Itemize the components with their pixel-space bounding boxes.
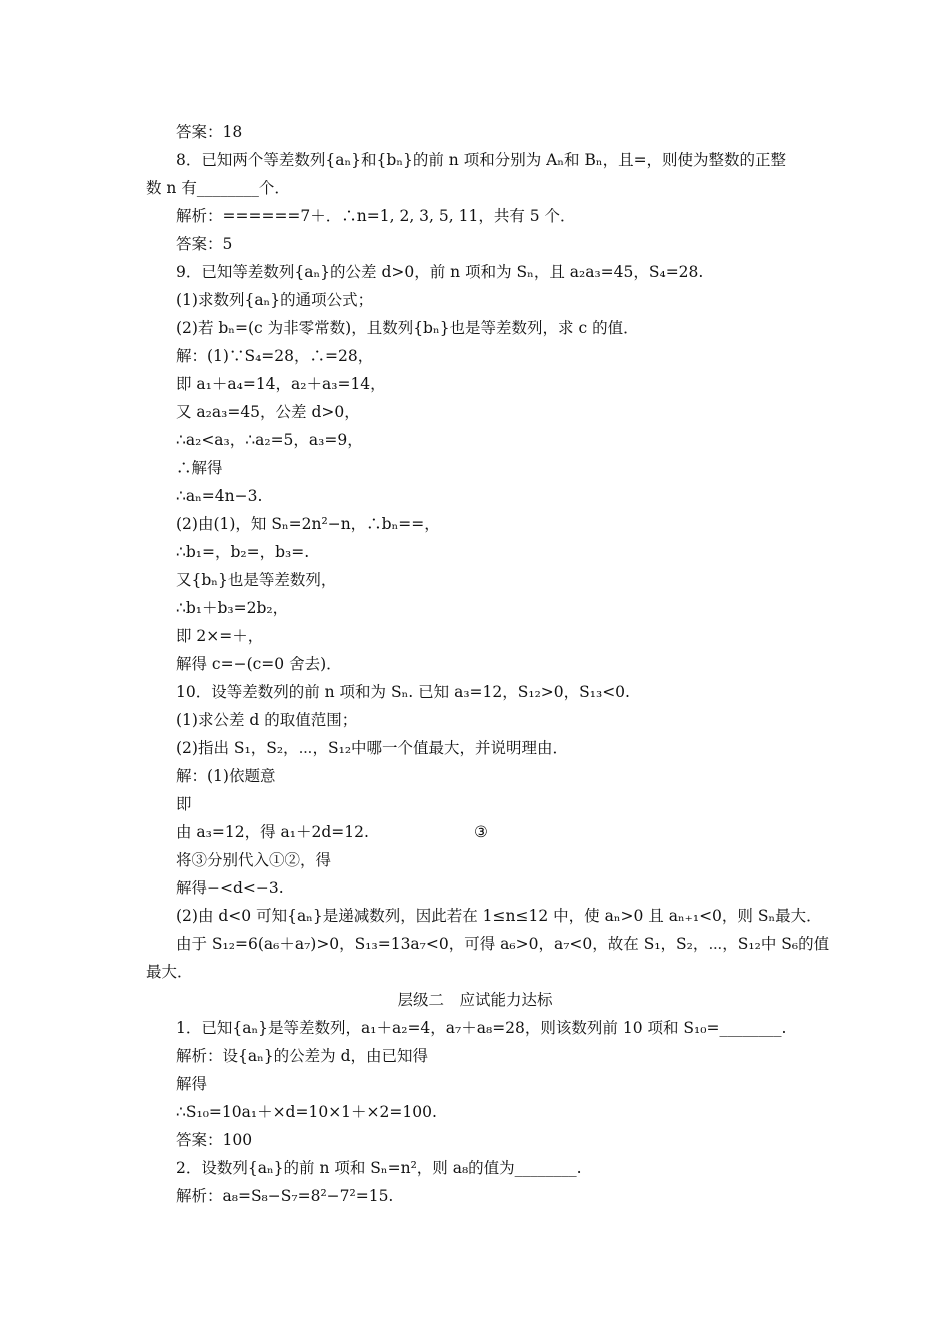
answer-line: 答案：100 bbox=[176, 1131, 253, 1149]
solution-line: 解得−<d<−3. bbox=[176, 879, 284, 897]
solution-line: 解析：======7＋．∴n=1, 2, 3, 5, 11，共有 5 个． bbox=[176, 207, 576, 225]
solution-line: 即 2×=＋， bbox=[176, 627, 264, 645]
solution-line: (2)由(1)，知 Sₙ=2n²−n，∴bₙ==， bbox=[176, 515, 440, 533]
question-10-part-2: (2)指出 S₁，S₂，⋯，S₁₂中哪一个值最大，并说明理由． bbox=[176, 739, 569, 757]
solution-line: 解析：设{aₙ}的公差为 d，由已知得 bbox=[176, 1047, 429, 1065]
solution-line: ∴解得 bbox=[176, 459, 223, 477]
solution-line: 即 bbox=[176, 795, 192, 813]
answer-line: 答案：5 bbox=[176, 235, 233, 253]
question-10-part-1: (1)求公差 d 的取值范围； bbox=[176, 711, 358, 729]
solution-line: ∴a₂<a₃，∴a₂=5，a₃=9， bbox=[176, 431, 363, 449]
question-2-text: 2．设数列{aₙ}的前 n 项和 Sₙ=n²，则 a₈的值为________. bbox=[176, 1159, 582, 1177]
answer-line: 答案：18 bbox=[176, 123, 243, 141]
solution-line: 即 a₁＋a₄=14，a₂＋a₃=14， bbox=[176, 375, 386, 393]
solution-line: 解：(1)∵S₄=28，∴=28， bbox=[176, 347, 374, 365]
solution-line: ∴b₁＋b₃=2b₂， bbox=[176, 599, 289, 617]
solution-line: 由 a₃=12，得 a₁＋2d=12. bbox=[176, 823, 369, 841]
solution-line: 又{bₙ}也是等差数列， bbox=[176, 571, 337, 589]
question-9-text: 9．已知等差数列{aₙ}的公差 d>0，前 n 项和为 Sₙ，且 a₂a₃=45，S₄=28. bbox=[176, 263, 704, 281]
question-8-text-cont: 数 n 有________个． bbox=[146, 179, 290, 197]
equation-marker: ③ bbox=[474, 823, 488, 841]
solution-line: 解：(1)依题意 bbox=[176, 767, 276, 785]
solution-line: 解得 c=−(c=0 舍去)． bbox=[176, 655, 342, 673]
solution-line: ∴b₁=，b₂=，b₃=. bbox=[176, 543, 310, 561]
solution-line: ∴S₁₀=10a₁＋×d=10×1＋×2=100. bbox=[176, 1103, 437, 1121]
solution-line: ∴aₙ=4n−3. bbox=[176, 487, 263, 505]
question-9-part-1: (1)求数列{aₙ}的通项公式； bbox=[176, 291, 374, 309]
question-10-text: 10．设等差数列的前 n 项和为 Sₙ. 已知 a₃=12，S₁₂>0，S₁₃<0. bbox=[176, 683, 630, 701]
question-1-text: 1．已知{aₙ}是等差数列，a₁＋a₂=4，a₇＋a₈=28，则该数列前 10 项和 S₁₀=________. bbox=[176, 1019, 787, 1037]
solution-line: 由于 S₁₂=6(a₆＋a₇)>0，S₁₃=13a₇<0，可得 a₆>0，a₇<0，故在 S₁，S₂，⋯，S₁₂中 S₆的值 bbox=[176, 935, 830, 953]
solution-line: 将③分别代入①②，得 bbox=[176, 851, 332, 869]
solution-line: 解析：a₈=S₈−S₇=8²−7²=15. bbox=[176, 1187, 394, 1205]
solution-line: (2)由 d<0 可知{aₙ}是递减数列，因此若在 1≤n≤12 中，使 aₙ>0 且 aₙ₊₁<0，则 Sₙ最大． bbox=[176, 907, 822, 925]
solution-line: 解得 bbox=[176, 1075, 208, 1093]
solution-line-cont: 最大． bbox=[146, 963, 193, 981]
section-heading: 层级二 应试能力达标 bbox=[397, 991, 553, 1009]
question-9-part-2: (2)若 bₙ=(c 为非零常数)，且数列{bₙ}也是等差数列，求 c 的值． bbox=[176, 319, 639, 337]
solution-line: 又 a₂a₃=45，公差 d>0， bbox=[176, 403, 360, 421]
question-8-text: 8．已知两个等差数列{aₙ}和{bₙ}的前 n 项和分别为 Aₙ和 Bₙ，且=，则使为整数的正整 bbox=[176, 151, 787, 169]
